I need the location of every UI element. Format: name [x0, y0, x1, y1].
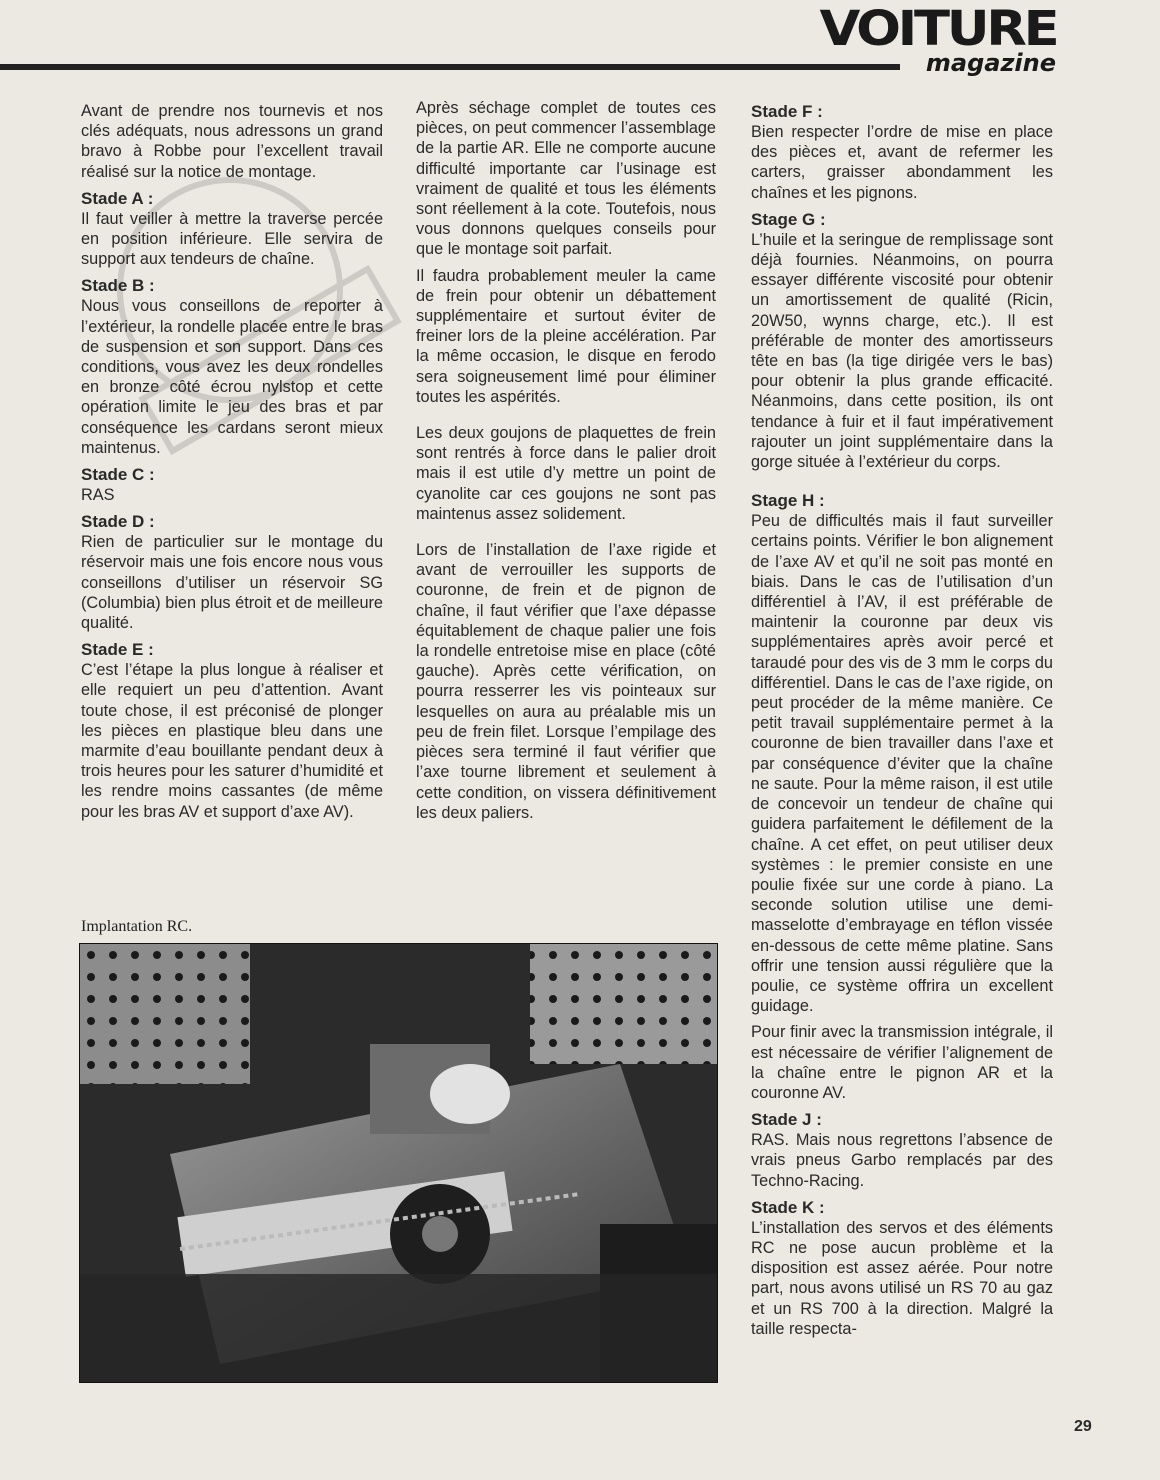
stade-a-text: Il faut veiller à mettre la traverse percée en position inférieure. Elle servira de support aux tendeurs de chaîne.	[81, 209, 383, 269]
stade-b-text: Nous vous conseillons de reporter à l’extérieur, la rondelle placée entre le bras de suspension et son support. Dans ces conditions, vous avez les deux rondelles en bronze côté écrou nylstop et cette opération limite le jeu des bras et par conséquence les cardans seront mieux maintenus.	[81, 297, 383, 457]
stage-h-text-2: Pour finir avec la transmission intégrale, il est nécessaire de vérifier l’alignement de la chaîne entre le pignon AR et la couronne AV.	[751, 1023, 1053, 1102]
magazine-logo	[819, 1, 1056, 77]
article-column-3	[751, 99, 1053, 1345]
logo-magazine: magazine	[925, 49, 1056, 77]
axle-paragraph: Lors de l’installation de l’axe rigide et avant de verrouiller les supports de couronne, de frein et de pignon de chaîne, il faut vérifier que l’axe dépasse équitablement de chaque palier une fois la rondelle entretoise mise en place (côté gauche). Après cette vérification, on pourra resserrer les vis pointeaux sur lesquelles on aura au préalable mis un peu de frein filet. Lorsque l’empilage des pièces sera terminé il faut vérifier que l’axe tourne librement et seulement à cette condition, on vissera définitivement les deux paliers.	[416, 541, 716, 822]
article-column-2	[416, 98, 716, 829]
stade-j-text: RAS. Mais nous regrettons l’absence de vrais pneus Garbo remplacés par des Techno-Racing.	[751, 1131, 1053, 1190]
stade-c-heading: Stade C :	[81, 465, 155, 485]
page-number: 29	[1074, 1418, 1092, 1435]
stade-a-heading: Stade A :	[81, 188, 154, 208]
stade-d-heading: Stade D :	[81, 512, 155, 532]
article-column-1	[81, 101, 383, 828]
stade-e-heading: Stade E :	[81, 640, 154, 660]
assembly-paragraph: Après séchage complet de toutes ces pièces, on peut commencer l’assemblage de la partie AR. Elle ne comporte aucune difficulté importante car l’usinage est vraiment de qualité et tous les éléments sont réellement à la cote. Toutefois, nous vous donnons quelques conseils pour que le montage soit parfait.	[416, 99, 716, 259]
stage-g-text: L’huile et la seringue de remplissage sont déjà fournies. Néanmoins, on pourra essayer différente viscosité pour obtenir un amortissement de qualité (Ricin, 20W50, wynns charge, etc.). Il est préférable de monter des amortisseurs tête en bas (la tige dirigée vers le bas) pour obtenir la plus grande efficacité. Néanmoins, dans cette position, ils ont tendance à fuir et il faut impérativement rajouter un joint supplémentaire dans la gorge située à l’extérieur du corps.	[751, 230, 1053, 472]
stage-g-heading: Stage G :	[751, 209, 826, 229]
figure-caption: Implantation RC.	[81, 918, 193, 935]
rc-installation-photo	[79, 943, 718, 1383]
masthead-rule	[0, 64, 900, 70]
intro-paragraph: Avant de prendre nos tournevis et nos clés adéquats, nous adressons un grand bravo à Robbe pour l’excellent travail réalisé sur la notice de montage.	[81, 102, 383, 181]
stade-c-text: RAS	[81, 486, 115, 505]
stade-f-text: Bien respecter l’ordre de mise en place des pièces et, avant de refermer les carters, graisser abondamment les chaînes et les pignons.	[751, 123, 1053, 202]
stage-h-text: Peu de difficultés mais il faut surveiller certains points. Vérifier le bon alignement de l’axe AV et qu’il ne soit pas monté en biais. Dans le cas de l’utilisation d’un différentiel à l’AV, il est préférable de maintenir la couronne par deux vis supplémentaires après avoir percé et taraudé pour des vis de 3 mm le corps du différentiel. Dans le cas de l’axe rigide, on peut procéder de la même manière. Ce petit travail supplémentaire permet à la couronne de bien travailler dans l’axe et par conséquence d’éviter que la chaîne ne saute. Pour la même raison, il est utile de concevoir un tendeur de chaîne qui guidera parfaitement le défilement de la chaîne. A cet effet, on peut utiliser deux systèmes : le premier consiste en une poulie fixée sur une corde à piano. La seconde solution utilise une demi-masselotte d’embrayage en téflon vissée en-dessous de cette même platine. Sans offrir une tension aussi régulière que la poulie, ce système offrira un excellent guidage.	[751, 512, 1053, 1016]
logo-voiture: VOITURE	[819, 1, 1056, 57]
brake-paragraph: Il faudra probablement meuler la came de frein pour obtenir un débattement supplémentaire et surtout éviter de freiner lors de la pleine accélération. Par la même occasion, le disque en ferodo sera soigneusement limé pour éliminer toutes les aspérités.	[416, 266, 716, 406]
stade-d-text: Rien de particulier sur le montage du réservoir mais une fois encore nous vous conseillons d’utiliser un réservoir SG (Columbia) bien plus étroit et de meilleure qualité.	[81, 533, 383, 633]
stade-e-text: C’est l’étape la plus longue à réaliser et elle requiert un peu d’attention. Avant toute chose, il est préconisé de plonger les pièces en plastique bleu dans une marmite d’eau bouillante pendant deux à trois heures pour les saturer d’humidité et les rendre moins cassantes (de même pour les bras AV et support d’axe AV).	[81, 661, 383, 821]
stade-j-heading: Stade J :	[751, 1110, 822, 1130]
stage-h-heading: Stage H :	[751, 491, 825, 511]
stade-k-text: L’installation des servos et des éléments RC ne pose aucun problème et la disposition est assez aérée. Pour notre part, nous avons utilisé un RS 70 au gaz et un RS 700 à la direction. Malgré la taille respecta-	[751, 1218, 1053, 1338]
stade-b-heading: Stade B :	[81, 276, 155, 296]
stade-k-heading: Stade K :	[751, 1197, 825, 1217]
stade-f-heading: Stade F :	[751, 102, 823, 121]
studs-paragraph: Les deux goujons de plaquettes de frein sont rentrés à force dans le palier droit mais il est utile d’y mettre un point de cyanolite car ces goujons ne sont pas maintenus assez solidement.	[416, 424, 716, 523]
